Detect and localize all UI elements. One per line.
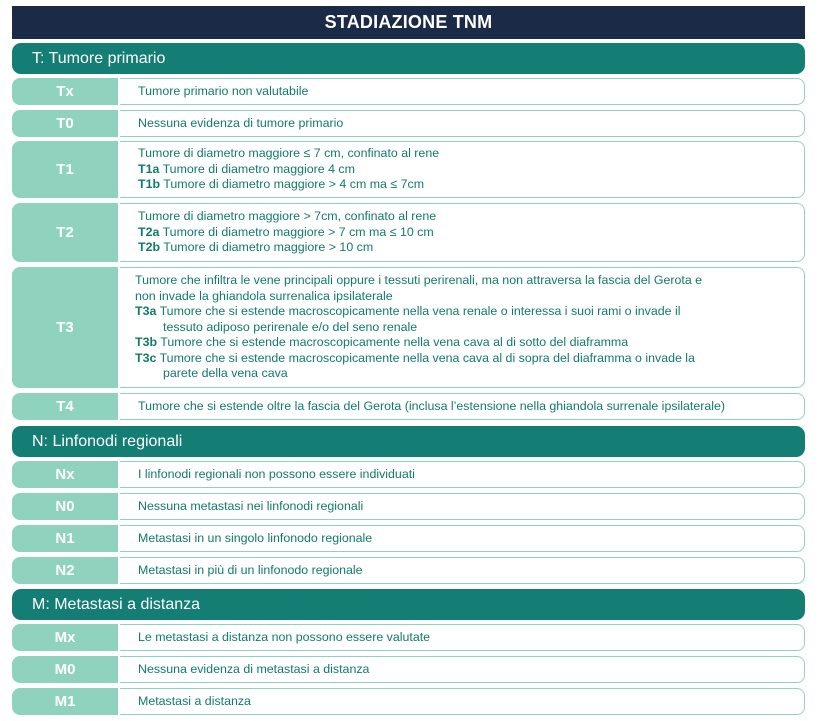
description-line: non invade la ghiandola surrenalica ipsilaterale [135, 288, 393, 303]
substage-text: Tumore che si estende macroscopicamente nella vena cava al di sopra del diaframma o invade la [156, 350, 695, 365]
description-line [138, 225, 804, 241]
stage-code: T4 [12, 393, 118, 420]
stage-code: Tx [12, 78, 118, 105]
table-row-m0 [12, 656, 805, 683]
stage-description [120, 141, 805, 198]
stage-code: M0 [12, 656, 118, 683]
substage-code: T3b [135, 335, 158, 350]
description-line: Metastasi in un singolo linfonodo regionale [138, 530, 373, 545]
stage-code: T2 [12, 203, 118, 262]
stage-description [120, 461, 805, 488]
table-row-mx [12, 624, 805, 651]
table-row-n0 [12, 493, 805, 520]
table-row-t4 [12, 393, 805, 420]
substage-code: T1a [138, 161, 160, 176]
substage-code: T2a [138, 224, 160, 239]
stage-description [120, 557, 805, 584]
description-line: parete della vena cava [163, 366, 288, 381]
substage-code: T3c [135, 350, 157, 365]
stage-code: M1 [12, 688, 118, 715]
description-line [138, 240, 804, 256]
stage-description [120, 78, 805, 105]
stage-description [120, 110, 805, 137]
substage-code: T2b [138, 240, 161, 255]
description-line [135, 304, 804, 320]
substage-text: Tumore che si estende macroscopicamente nella vena renale o interessa i suoi rami o invade il [156, 304, 681, 319]
table-row-tx [12, 78, 805, 105]
section-header-n: N: Linfonodi regionali [12, 426, 805, 457]
table-row-n2 [12, 557, 805, 584]
stage-description [120, 525, 805, 552]
stage-description [120, 656, 805, 683]
substage-code: T3a [135, 304, 157, 319]
stage-code: Nx [12, 461, 118, 488]
substage-text: Tumore che si estende macroscopicamente nella vena cava al di sotto del diaframma [157, 335, 629, 350]
description-line: Tumore di diametro maggiore > 7cm, confinato al rene [138, 209, 437, 224]
description-line: Nessuna metastasi nei linfonodi regionali [138, 498, 364, 513]
description-line: I linfonodi regionali non possono essere individuati [138, 466, 415, 481]
stage-code: T1 [12, 141, 118, 198]
substage-text: Tumore di diametro maggiore 4 cm [159, 161, 355, 176]
substage-code: T1b [138, 177, 161, 192]
description-line: Metastasi a distanza [138, 693, 251, 708]
substage-text: Tumore di diametro maggiore > 4 cm ma ≤ 7cm [160, 177, 425, 192]
stage-code: N0 [12, 493, 118, 520]
section-header-t: T: Tumore primario [12, 43, 805, 74]
table-row-t0 [12, 110, 805, 137]
description-line: Nessuna evidenza di tumore primario [138, 115, 344, 130]
stage-description [120, 203, 805, 262]
description-line: Tumore di diametro maggiore ≤ 7 cm, confinato al rene [138, 146, 440, 161]
table-row-m1 [12, 688, 805, 715]
stage-description [120, 267, 805, 388]
stage-code: Mx [12, 624, 118, 651]
stage-code: T3 [12, 267, 118, 388]
description-line: Metastasi in più di un linfonodo regionale [138, 562, 363, 577]
description-line: Le metastasi a distanza non possono essere valutate [138, 629, 431, 644]
stage-description [120, 393, 805, 420]
description-line [135, 351, 804, 367]
description-line [138, 177, 804, 193]
table-row-t1 [12, 141, 805, 198]
description-line: Tumore che infiltra le vene principali oppure i tessuti perirenali, ma non attraversa la fascia del Gerota e [135, 273, 703, 288]
table-row-n1 [12, 525, 805, 552]
stage-code: N2 [12, 557, 118, 584]
page-title: STADIAZIONE TNM [12, 6, 805, 39]
table-row-t2 [12, 203, 805, 262]
description-line: tessuto adiposo perirenale e/o del seno renale [163, 319, 418, 334]
stage-description [120, 688, 805, 715]
section-header-m: M: Metastasi a distanza [12, 589, 805, 620]
description-line [135, 335, 804, 351]
description-line: Tumore che si estende oltre la fascia del Gerota (inclusa l’estensione nella ghiandola surrenale ipsilaterale) [138, 398, 726, 413]
description-line: Nessuna evidenza di metastasi a distanza [138, 661, 370, 676]
description-line [138, 162, 804, 178]
stage-code: N1 [12, 525, 118, 552]
table-row-nx [12, 461, 805, 488]
description-line: Tumore primario non valutabile [138, 83, 309, 98]
substage-text: Tumore di diametro maggiore > 10 cm [160, 240, 374, 255]
table-row-t3 [12, 267, 805, 388]
stage-description [120, 624, 805, 651]
substage-text: Tumore di diametro maggiore > 7 cm ma ≤ 10 cm [159, 224, 434, 239]
stage-code: T0 [12, 110, 118, 137]
stage-description [120, 493, 805, 520]
